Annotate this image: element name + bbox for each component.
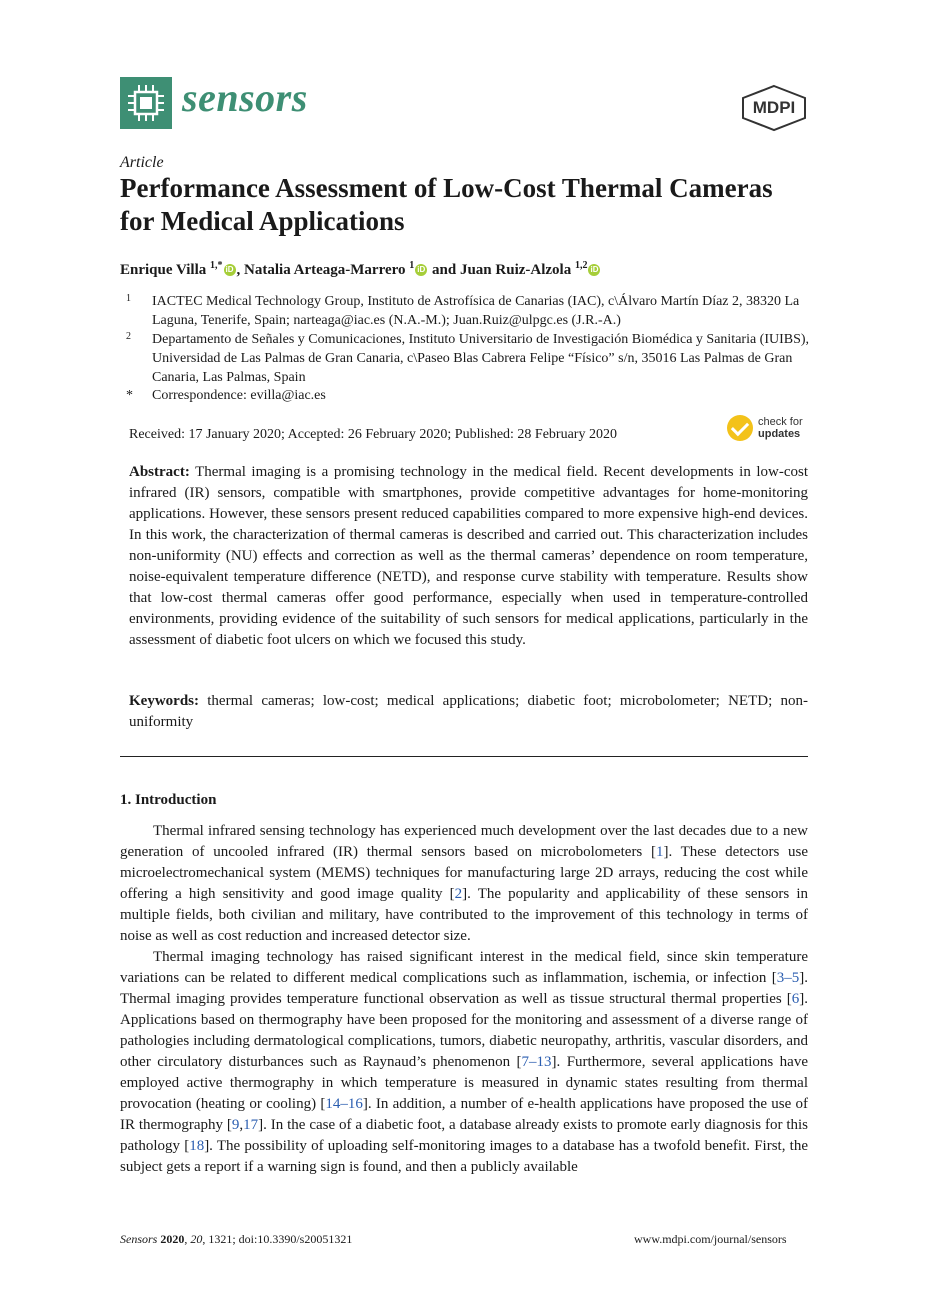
citation-link[interactable]: 14–16 xyxy=(325,1096,363,1112)
author-name[interactable]: Enrique Villa xyxy=(120,262,207,278)
abstract-label: Abstract: xyxy=(129,464,190,480)
abstract-text: Thermal imaging is a promising technology in the medical field. Recent developments in low-cost infrared (IR) sensors, compatible with smartphones, provide competitive advantages for home-monitoring applications. However, these sensors present reduced capabilities compared to more expensive high-end devices. In this work, the characterization of thermal cameras is described and carried out. This characterization includes non-uniformity (NU) effects and correction as well as the thermal cameras’ dependence on room temperature, noise-equivalent temperature difference (NETD), and response curve stability with temperature. Results show that low-cost thermal cameras offer good performance, especially when used in temperature-controlled environments, providing evidence of the suitability of such sensors for medical applications, particularly in the assessment of diabetic foot ulcers on which we focused this study. xyxy=(129,464,809,648)
author-separator: , xyxy=(236,262,245,278)
orcid-icon[interactable]: iD xyxy=(590,265,599,274)
body-paragraph xyxy=(120,947,808,1178)
body-paragraph xyxy=(120,821,808,947)
author-affil: 1,* xyxy=(210,260,223,271)
check-for-updates-button[interactable] xyxy=(727,414,811,444)
publication-dates: Received: 17 January 2020; Accepted: 26 February 2020; Published: 28 February 2020 xyxy=(129,427,617,442)
body-text xyxy=(120,821,808,1178)
divider xyxy=(120,756,808,757)
citation-link[interactable]: 7–13 xyxy=(521,1054,552,1070)
keywords-text: thermal cameras; low-cost; medical applications; diabetic foot; microbolometer; NETD; non-uniformity xyxy=(129,693,808,730)
paragraph-text: , xyxy=(239,1117,244,1133)
citation-link[interactable]: 6 xyxy=(791,991,800,1007)
correspondence-text: Correspondence: evilla@iac.es xyxy=(152,388,326,403)
paragraph-text: Thermal infrared sensing technology has experienced much development over the last decades due to a new generation of uncooled infrared (IR) thermal sensors based on microbolometers [ xyxy=(120,823,808,860)
paragraph-text: ]. Thermal imaging provides temperature functional observation as well as tissue structural thermal properties [ xyxy=(120,970,808,1007)
author-list xyxy=(120,260,601,279)
check-updates-line1: check for xyxy=(758,416,803,428)
paragraph-text: ]. Applications based on thermography have been proposed for the monitoring and assessment of a diverse range of pathologies including dermatological complications, tumors, diabetic neuropathy, arthritis, vascular disorders, and other circulatory disturbances such as Raynaud’s phenomenon [ xyxy=(120,991,808,1070)
citation-link[interactable]: 17 xyxy=(243,1117,259,1133)
affiliation-mark: 2 xyxy=(126,331,131,342)
paragraph-text: Thermal imaging technology has raised significant interest in the medical field, since skin temperature variations can be related to different medical complications such as inflammation, ischemia, or infection [ xyxy=(120,949,808,986)
paragraph-text: ]. These detectors use microelectromechanical system (MEMS) techniques for manufacturing large 2D arrays, reducing the cost while offering a high sensitivity and good image quality [ xyxy=(120,844,808,902)
citation-link[interactable]: 1 xyxy=(655,844,664,860)
checkmark-icon xyxy=(727,415,753,441)
affiliation-item xyxy=(120,292,810,330)
affiliation-item xyxy=(120,330,810,387)
paragraph-text: ]. In the case of a diabetic foot, a database already exists to promote early diagnosis for this pathology [ xyxy=(120,1117,808,1154)
correspondence-item xyxy=(120,386,810,405)
author-affil: 1,2 xyxy=(574,260,588,271)
orcid-icon[interactable]: iD xyxy=(417,265,426,274)
footer-journal: Sensors xyxy=(120,1232,158,1246)
affiliation-text: IACTEC Medical Technology Group, Instituto de Astrofísica de Canarias (IAC), c\Álvaro Martín Díaz 2, 38320 La Laguna, Tenerife, Spain; narteaga@iac.es (N.A.-M.); Juan.Ruiz@ulpgc.es (J.R.-A.) xyxy=(152,294,800,328)
citation-link[interactable]: 9 xyxy=(231,1117,240,1133)
author-name[interactable]: Natalia Arteaga-Marrero xyxy=(244,262,406,278)
article-type: Article xyxy=(120,154,164,171)
citation-link[interactable]: 18 xyxy=(189,1138,205,1154)
publisher-name: MDPI xyxy=(752,98,796,117)
affiliation-mark: * xyxy=(126,388,133,403)
abstract xyxy=(129,462,808,651)
footer-year: 2020 xyxy=(160,1232,185,1246)
check-updates-line2: updates xyxy=(758,428,801,440)
author-separator: and xyxy=(428,262,460,278)
citation-link[interactable]: 3–5 xyxy=(776,970,800,986)
paragraph-text: ]. Furthermore, several applications have employed active thermography in which temperature is measured in dynamic states resulting from thermal provocation (heating or cooling) [ xyxy=(120,1054,808,1112)
journal-logo-icon xyxy=(120,77,172,129)
keywords xyxy=(129,691,808,733)
paragraph-text: ]. The possibility of uploading self-monitoring images to a database has a twofold benefit. First, the subject gets a report if a warning sign is found, and then a publicly available xyxy=(120,1138,808,1175)
keywords-label: Keywords: xyxy=(129,693,199,709)
footer-citation: Sensors 2020, 20, 1321; doi:10.3390/s20051321 xyxy=(120,1232,353,1246)
orcid-icon[interactable]: iD xyxy=(225,265,234,274)
paragraph-text: ]. The popularity and applicability of these sensors in multiple fields, both civilian and military, have contributed to the improvement of this technology in terms of noise as well as cost reduction and increased detector size. xyxy=(120,886,809,944)
article-title: Performance Assessment of Low-Cost Thermal Cameras for Medical Applications xyxy=(120,173,773,236)
mdpi-logo-icon xyxy=(739,84,809,137)
citation-link[interactable]: 2 xyxy=(454,886,463,902)
affiliation-mark: 1 xyxy=(126,293,131,304)
affiliation-text: Departamento de Señales y Comunicaciones, Instituto Universitario de Investigación Biomédica y Sanitaria (IUIBS), Universidad de Las Palmas de Gran Canaria, c\Paseo Blas Cabrera Felipe “Físico” s/n, 35016 Las Palmas de Gran Canaria, Las Palmas, Spain xyxy=(152,332,810,385)
section-heading: 1. Introduction xyxy=(120,792,217,808)
journal-name: sensors xyxy=(182,75,308,120)
paragraph-text: ]. In addition, a number of e-health applications have proposed the use of IR thermography [ xyxy=(120,1096,808,1133)
footer-doi: , 1321; doi:10.3390/s20051321 xyxy=(202,1232,353,1246)
footer-volume: 20 xyxy=(190,1232,203,1246)
footer-url[interactable]: www.mdpi.com/journal/sensors xyxy=(634,1232,787,1246)
author-affil: 1 xyxy=(409,260,415,271)
author-name[interactable]: Juan Ruiz-Alzola xyxy=(459,262,572,278)
